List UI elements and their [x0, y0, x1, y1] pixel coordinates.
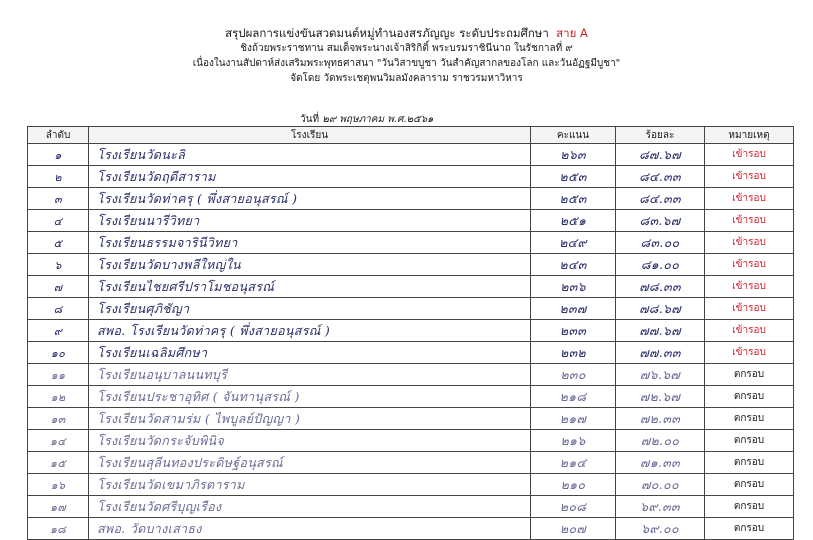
score-cell: ๒๖๓ [531, 144, 616, 166]
score-cell: ๒๑๘ [531, 386, 616, 408]
percent-cell: ๘๗.๖๗ [616, 144, 705, 166]
table-row [28, 430, 794, 452]
score-cell: ๒๔๙ [531, 232, 616, 254]
header-title-line [0, 26, 813, 41]
remark-cell: เข้ารอบ [705, 210, 794, 232]
header-group: สาย A [556, 26, 588, 40]
rank-cell: ๑๘ [28, 518, 89, 540]
remark-cell: ตกรอบ [705, 408, 794, 430]
percent-cell: ๘๓.๐๐ [616, 232, 705, 254]
school-cell: โรงเรียนวัดสามร่ม ( ไพบูลย์ปัญญา ) [89, 408, 531, 430]
remark-cell: ตกรอบ [705, 496, 794, 518]
school-cell: โรงเรียนนารีวิทยา [89, 210, 531, 232]
table-row [28, 210, 794, 232]
percent-cell: ๖๙.๓๓ [616, 496, 705, 518]
percent-cell: ๗๘.๓๓ [616, 276, 705, 298]
rank-cell: ๙ [28, 320, 89, 342]
table-row [28, 408, 794, 430]
remark-cell: เข้ารอบ [705, 144, 794, 166]
results-table [27, 126, 794, 540]
school-cell: โรงเรียนไชยศรีปราโมชอนุสรณ์ [89, 276, 531, 298]
percent-cell: ๗๒.๓๓ [616, 408, 705, 430]
school-cell: โรงเรียนวัดกระจับพินิจ [89, 430, 531, 452]
header-line-2: ชิงถ้วยพระราชทาน สมเด็จพระนางเจ้าสิริกิติ์ พระบรมราชินีนาถ ในรัชกาลที่ ๙ [240, 43, 573, 54]
rank-cell: ๗ [28, 276, 89, 298]
rank-cell: ๑๓ [28, 408, 89, 430]
score-cell: ๒๓๗ [531, 298, 616, 320]
percent-cell: ๘๑.๐๐ [616, 254, 705, 276]
school-cell: โรงเรียนวัดท่าครุ ( พึ่งสายอนุสรณ์ ) [89, 188, 531, 210]
score-cell: ๒๐๗ [531, 518, 616, 540]
table-row [28, 298, 794, 320]
score-cell: ๒๓๓ [531, 320, 616, 342]
remark-cell: เข้ารอบ [705, 320, 794, 342]
remark-cell: ตกรอบ [705, 430, 794, 452]
header-line-3: เนื่องในงานสัปดาห์ส่งเสริมพระพุทธศาสนา "วันวิสาขบูชา วันสำคัญสากลของโลก และวันอัฏฐมีบูชา" [192, 58, 621, 69]
score-cell: ๒๑๐ [531, 474, 616, 496]
rank-cell: ๑๔ [28, 430, 89, 452]
table-row [28, 386, 794, 408]
percent-cell: ๗๐.๐๐ [616, 474, 705, 496]
table-row [28, 232, 794, 254]
percent-cell: ๗๖.๖๗ [616, 364, 705, 386]
score-cell: ๒๑๔ [531, 452, 616, 474]
rank-cell: ๑๕ [28, 452, 89, 474]
table-body [28, 144, 794, 540]
table-row [28, 188, 794, 210]
table-row [28, 474, 794, 496]
remark-cell: เข้ารอบ [705, 342, 794, 364]
rank-cell: ๑๖ [28, 474, 89, 496]
remark-cell: เข้ารอบ [705, 232, 794, 254]
table-row [28, 276, 794, 298]
score-cell: ๒๕๓ [531, 166, 616, 188]
percent-cell: ๗๘.๖๗ [616, 298, 705, 320]
rank-cell: ๑๐ [28, 342, 89, 364]
document-header [0, 26, 813, 86]
rank-cell: ๓ [28, 188, 89, 210]
table-row [28, 320, 794, 342]
score-cell: ๒๑๗ [531, 408, 616, 430]
school-cell: โรงเรียนวัดฤดีสาราม [89, 166, 531, 188]
score-cell: ๒๑๖ [531, 430, 616, 452]
percent-cell: ๖๙.๐๐ [616, 518, 705, 540]
table-row [28, 452, 794, 474]
date-prefix: วันที่ [300, 114, 320, 125]
rank-cell: ๒ [28, 166, 89, 188]
score-cell: ๒๕๑ [531, 210, 616, 232]
col-rank-header: ลำดับ [28, 127, 89, 144]
table-row [28, 166, 794, 188]
rank-cell: ๕ [28, 232, 89, 254]
remark-cell: เข้ารอบ [705, 254, 794, 276]
col-score-header: คะแนน [531, 127, 616, 144]
rank-cell: ๔ [28, 210, 89, 232]
table-row [28, 254, 794, 276]
school-cell: โรงเรียนประชาอุทิศ ( จันทานุสรณ์ ) [89, 386, 531, 408]
date-line [300, 112, 433, 127]
score-cell: ๒๔๓ [531, 254, 616, 276]
school-cell: โรงเรียนเฉลิมศึกษา [89, 342, 531, 364]
rank-cell: ๖ [28, 254, 89, 276]
table-row [28, 364, 794, 386]
school-cell: โรงเรียนวัดบางพลีใหญ่ใน [89, 254, 531, 276]
table-row [28, 496, 794, 518]
col-school-header: โรงเรียน [89, 127, 531, 144]
remark-cell: เข้ารอบ [705, 276, 794, 298]
percent-cell: ๗๒.๐๐ [616, 430, 705, 452]
school-cell: โรงเรียนวัดเขมาภิรตาราม [89, 474, 531, 496]
table-row [28, 342, 794, 364]
score-cell: ๒๓๒ [531, 342, 616, 364]
percent-cell: ๘๔.๓๓ [616, 188, 705, 210]
percent-cell: ๗๒.๖๗ [616, 386, 705, 408]
school-cell: โรงเรียนศุภิชัญา [89, 298, 531, 320]
remark-cell: ตกรอบ [705, 474, 794, 496]
rank-cell: ๑ [28, 144, 89, 166]
header-line-4: จัดโดย วัดพระเชตุพนวิมลมังคลาราม ราชวรมหาวิหาร [290, 73, 523, 84]
percent-cell: ๗๗.๓๓ [616, 342, 705, 364]
school-cell: โรงเรียนวัดนะลิ [89, 144, 531, 166]
table-row [28, 144, 794, 166]
remark-cell: เข้ารอบ [705, 298, 794, 320]
school-cell: โรงเรียนอนุบาลนนทบุรี [89, 364, 531, 386]
remark-cell: ตกรอบ [705, 452, 794, 474]
school-cell: โรงเรียนวัดศรีบุญเรือง [89, 496, 531, 518]
percent-cell: ๘๓.๖๗ [616, 210, 705, 232]
col-remark-header: หมายเหตุ [705, 127, 794, 144]
header-title: สรุปผลการแข่งขันสวดมนต์หมู่ทำนองสรภัญญะ ระดับประถมศึกษา [225, 26, 549, 40]
remark-cell: เข้ารอบ [705, 166, 794, 188]
score-cell: ๒๕๓ [531, 188, 616, 210]
col-percent-header: ร้อยละ [616, 127, 705, 144]
table-row [28, 518, 794, 540]
score-cell: ๒๓๐ [531, 364, 616, 386]
school-cell: โรงเรียนธรรมจารินีวิทยา [89, 232, 531, 254]
remark-cell: ตกรอบ [705, 364, 794, 386]
rank-cell: ๑๒ [28, 386, 89, 408]
percent-cell: ๘๔.๓๓ [616, 166, 705, 188]
remark-cell: ตกรอบ [705, 386, 794, 408]
school-cell: โรงเรียนสุลีนทองประดิษฐ์อนุสรณ์ [89, 452, 531, 474]
school-cell: สพอ. วัดบางเสาธง [89, 518, 531, 540]
score-cell: ๒๓๖ [531, 276, 616, 298]
rank-cell: ๑๗ [28, 496, 89, 518]
table-header-row [28, 127, 794, 144]
date-value: ๒๙ พฤษภาคม พ.ศ.๒๕๖๑ [322, 114, 434, 125]
remark-cell: เข้ารอบ [705, 188, 794, 210]
rank-cell: ๑๑ [28, 364, 89, 386]
remark-cell: ตกรอบ [705, 518, 794, 540]
percent-cell: ๗๑.๓๓ [616, 452, 705, 474]
score-cell: ๒๐๘ [531, 496, 616, 518]
school-cell: สพอ. โรงเรียนวัดท่าครุ ( พึ่งสายอนุสรณ์ ) [89, 320, 531, 342]
percent-cell: ๗๗.๖๗ [616, 320, 705, 342]
rank-cell: ๘ [28, 298, 89, 320]
